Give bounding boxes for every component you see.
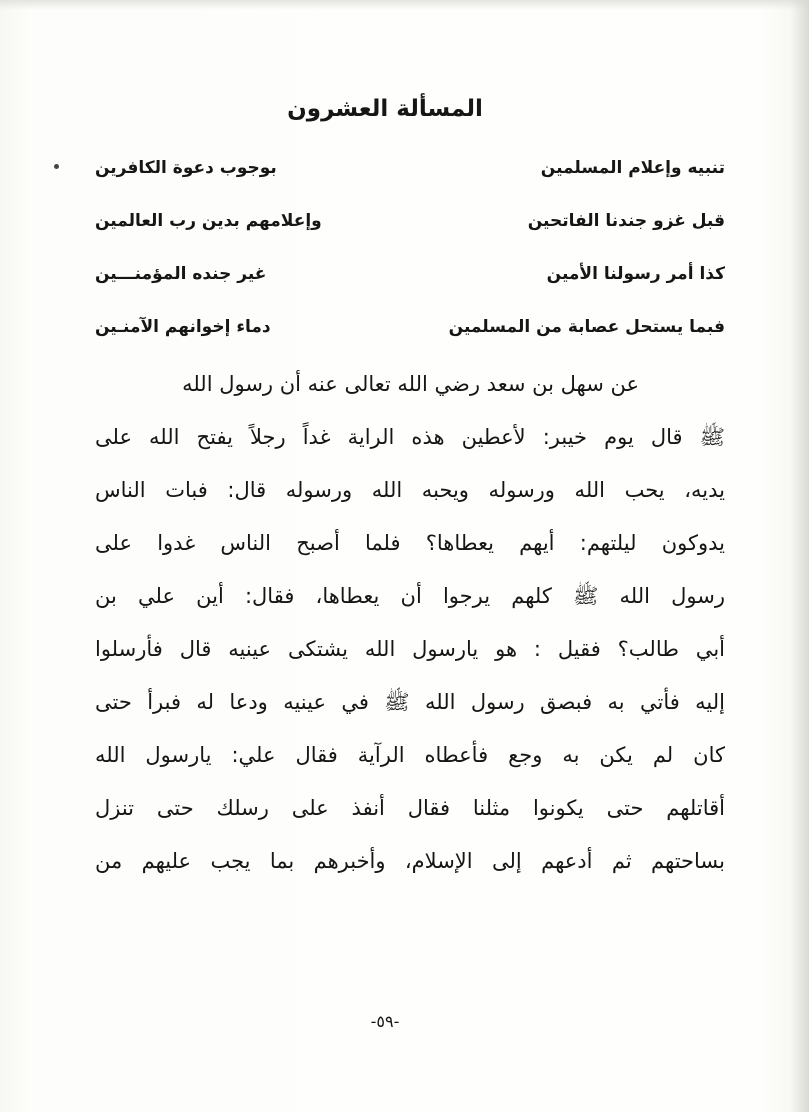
hadith-text (95, 358, 725, 888)
text-line: إليه فأتي به فبصق رسول الله ﷺ في عينيه ودعا له فبرأ حتى (95, 690, 725, 714)
poem-hemistich-right: فبما يستحل عصابة من المسلمين (448, 317, 725, 337)
poem-hemistich-right: قبل غزو جندنا الفاتحين (527, 211, 725, 231)
poem-hemistich-right: كذا أمر رسولنا الأمين (546, 264, 725, 284)
page-edge-right (791, 0, 809, 1112)
page-number: -٥٩- (370, 1012, 400, 1031)
poem-block (95, 150, 725, 362)
poem-verse (95, 309, 725, 362)
ink-speck (54, 164, 59, 169)
poem-hemistich-left: دماء إخوانهم الآمنـين (95, 317, 271, 337)
poem-hemistich-left: بوجوب دعوة الكافرين (95, 158, 277, 178)
poem-hemistich-left: غير جنده المؤمنـــين (95, 264, 267, 284)
text-line: أقاتلهم حتى يكونوا مثلنا فقال أنفذ على رسلك حتى تنزل (95, 796, 725, 820)
poem-verse (95, 203, 725, 256)
text-line: بساحتهم ثم أدعهم إلى الإسلام، وأخبرهم بما يجب عليهم من (95, 849, 725, 873)
poem-hemistich-left: وإعلامهم بدين رب العالمين (95, 211, 322, 231)
section-title: المسألة العشرون (287, 96, 483, 122)
text-line: أبي طالب؟ فقيل : هو يارسول الله يشتكى عينيه قال فأرسلوا (95, 637, 725, 661)
text-line: يديه، يحب الله ورسوله ويحبه الله ورسوله قال: فبات الناس (95, 478, 725, 502)
page-edge-top (0, 0, 809, 10)
poem-verse (95, 150, 725, 203)
text-line: رسول الله ﷺ كلهم يرجوا أن يعطاها، فقال: أين علي بن (95, 584, 725, 608)
poem-hemistich-right: تنبيه وإعلام المسلمين (540, 158, 725, 178)
text-line: ﷺ قال يوم خيبر: لأعطين هذه الراية غداً رجلاً يفتح الله على (95, 425, 725, 449)
text-line: يدوكون ليلتهم: أيهم يعطاها؟ فلما أصبح الناس غدوا على (95, 531, 725, 555)
poem-verse (95, 256, 725, 309)
text-line: كان لم يكن به وجع فأعطاه الرآية فقال علي: يارسول الله (95, 743, 725, 767)
text-line: عن سهل بن سعد رضي الله تعالى عنه أن رسول الله (182, 372, 639, 396)
